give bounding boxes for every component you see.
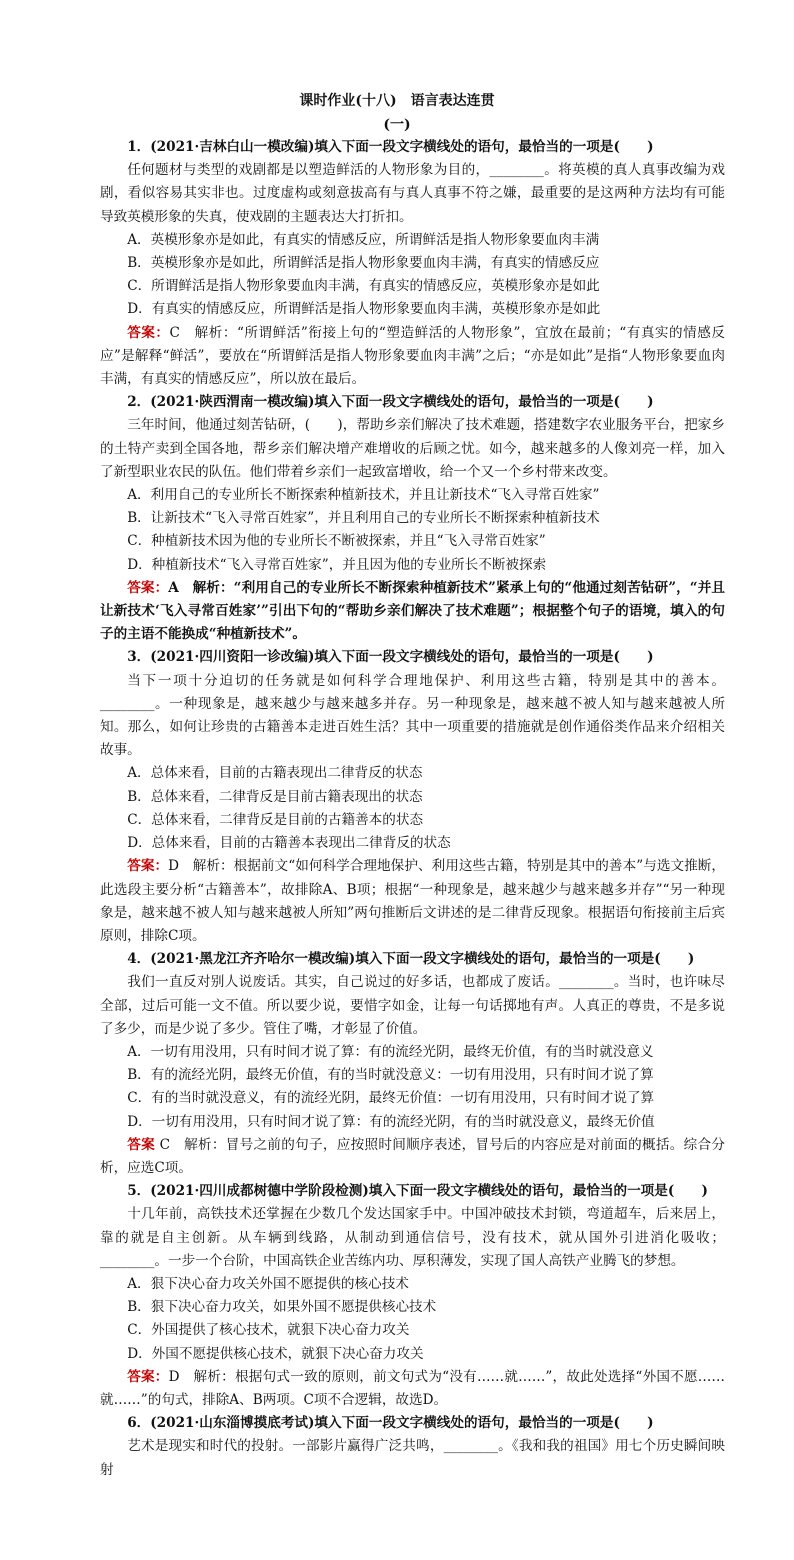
answer-body: C 解析：冒号之前的句子，应按照时间顺序表述，冒号后的内容应是对前面的概括。综合分析，应选C项。 bbox=[100, 1136, 726, 1176]
answer-label: 答案： bbox=[127, 858, 169, 875]
question-passage: 十几年前，高铁技术还掌握在少数几个发达国家手中。中国冲破技术封锁，弯道超车，后来居上，靠的就是自主创新。从车辆到线路，从制动到通信信号，没有技术，就从国外引进消化吸收；________。一步一个台阶，中国高铁企业苦练内功、厚积薄发，实现了国人高铁产业腾飞的梦想。 bbox=[100, 1206, 725, 1269]
answer-label: 答案： bbox=[127, 324, 170, 341]
question-block bbox=[100, 391, 725, 646]
questions-container bbox=[100, 136, 725, 1482]
answer-body: D 解析：根据句式一致的原则，前文句式为“没有……就……”，故此处选择“外国不愿……就……”的句式，排除A、B两项。C项不合逻辑，故选D。 bbox=[100, 1368, 725, 1408]
question-stem: 4．(2021·黑龙江齐齐哈尔一模改编)填入下面一段文字横线处的语句，最恰当的一项是( ) bbox=[127, 951, 695, 968]
question-stem: 6．(2021·山东淄博摸底考试)填入下面一段文字横线处的语句，最恰当的一项是( ) bbox=[127, 1415, 654, 1432]
question-stem: 2．(2021·陕西渭南一模改编)填入下面一段文字横线处的语句，最恰当的一项是( ) bbox=[127, 394, 654, 411]
question-passage: 三年时间，他通过刻苦钻研，( )，帮助乡亲们解决了技术难题，搭建数字农业服务平台，把家乡的土特产卖到全国各地，帮乡亲们解决增产难增收的后顾之忧。如今，越来越多的人像刘亮一样，加入了新型职业农民的队伍。他们带着乡亲们一起致富增收，给一个又一个乡村带来改变。 bbox=[100, 417, 725, 480]
question-block bbox=[100, 1412, 725, 1482]
question-stem: 5．(2021·四川成都树德中学阶段检测)填入下面一段文字横线处的语句，最恰当的一项是( ) bbox=[127, 1183, 708, 1200]
answer-explanation bbox=[100, 855, 725, 948]
option-a: A．英模形象亦是如此，有真实的情感反应，所谓鲜活是指人物形象要血肉丰满 bbox=[127, 231, 600, 248]
answer-explanation bbox=[100, 1134, 725, 1180]
option-b: B．英模形象亦是如此，所谓鲜活是指人物形象要血肉丰满，有真实的情感反应 bbox=[127, 255, 600, 272]
answer-label: 答案 bbox=[127, 1136, 155, 1153]
answer-explanation bbox=[100, 322, 725, 392]
answer-label: 答案： bbox=[127, 1368, 169, 1385]
option-c: C．总体来看，二律背反是目前的古籍善本的状态 bbox=[127, 811, 424, 828]
answer-body: D 解析：根据前文“如何科学合理地保护、利用这些古籍，特别是其中的善本”与选文推断，此选段主要分析“古籍善本”，故排除A、B项；根据“一种现象是，越来越少与越来越多并存”“另一种现象是，越来越不被人知与越来越被人所知”两句推断后文讲述的是二律背反现象。根据语句衔接前主后宾原则，排除C项。 bbox=[100, 858, 726, 944]
option-d: D．有真实的情感反应，所谓鲜活是指人物形象要血肉丰满，英模形象亦是如此 bbox=[127, 301, 601, 318]
question-block bbox=[100, 1180, 725, 1412]
question-block bbox=[100, 136, 725, 391]
question-block bbox=[100, 948, 725, 1180]
option-d: D．一切有用没用，只有时间才说了算：有的流经光阴，有的当时就没意义，最终无价值 bbox=[127, 1113, 655, 1130]
option-c: C．种植新技术因为他的专业所长不断被探索，并且“飞入寻常百姓家” bbox=[127, 533, 546, 550]
option-b: B．让新技术“飞入寻常百姓家”，并且利用自己的专业所长不断探索种植新技术 bbox=[127, 510, 600, 527]
option-c: C．有的当时就没意义，有的流经光阴，最终无价值：一切有用没用，只有时间才说了算 bbox=[127, 1090, 655, 1107]
answer-body: C 解析：“所谓鲜活”衔接上句的“塑造鲜活的人物形象”，宜放在最前；“有真实的情感反应”是解释“鲜活”，要放在“所谓鲜活是指人物形象要血肉丰满”之后；“亦是如此”是指“人物形象要血肉丰满，有真实的情感反应”，所以放在最后。 bbox=[100, 324, 725, 388]
document-title: 课时作业(十八) 语言表达连贯 bbox=[299, 93, 495, 109]
question-stem: 1．(2021·吉林白山一模改编)填入下面一段文字横线处的语句，最恰当的一项是( ) bbox=[127, 139, 654, 155]
question-passage: 当下一项十分迫切的任务就是如何科学合理地保护、利用这些古籍，特别是其中的善本。________。一种现象是，越来越少与越来越多并存。另一种现象是，越来越不被人知与越来越被人所知。那么，如何让珍贵的古籍善本走进百姓生活？其中一项重要的措施就是创作通俗类作品来介绍相关故事。 bbox=[100, 672, 725, 759]
option-a: A．狠下决心奋力攻关外国不愿提供的核心技术 bbox=[127, 1275, 409, 1292]
option-a: A．一切有用没用，只有时间才说了算：有的流经光阴，最终无价值，有的当时就没意义 bbox=[127, 1043, 654, 1060]
answer-body: A 解析：“利用自己的专业所长不断探索种植新技术”紧承上句的“他通过刻苦钻研”，“并且让新技术‘飞入寻常百姓家’”引出下句的“帮助乡亲们解决了技术难题”；根据整个句子的语境，填入的句子的主语不能换成“种植新技术”。 bbox=[100, 579, 726, 643]
option-a: A．总体来看，目前的古籍表现出二律背反的状态 bbox=[127, 765, 423, 782]
option-b: B．总体来看，二律背反是目前古籍表现出的状态 bbox=[127, 788, 423, 805]
question-passage: 任何题材与类型的戏剧都是以塑造鲜活的人物形象为目的，________。将英模的真人真事改编为戏剧，看似容易其实非也。过度虚构或刻意拔高有与真人真事不符之嫌，最重要的是这两种方法均有可能导致英模形象的失真，使戏剧的主题表达大打折扣。 bbox=[100, 162, 725, 225]
option-b: B．有的流经光阴，最终无价值，有的当时就没意义：一切有用没用，只有时间才说了算 bbox=[127, 1067, 654, 1084]
document-subtitle: (一) bbox=[383, 117, 411, 133]
answer-explanation bbox=[100, 577, 725, 647]
option-c: C．外国提供了核心技术，就狠下决心奋力攻关 bbox=[127, 1322, 410, 1339]
answer-explanation bbox=[100, 1366, 725, 1412]
question-block bbox=[100, 646, 725, 948]
option-c: C．所谓鲜活是指人物形象要血肉丰满，有真实的情感反应，英模形象亦是如此 bbox=[127, 278, 600, 295]
question-passage: 我们一直反对别人说废话。其实，自己说过的好多话，也都成了废话。________。当时，也许味尽全部，过后可能一文不值。所以要少说，要惜字如金，让每一句话掷地有声。人真正的尊贵，不是多说了多少，而是少说了多少。管住了嘴，才彰显了价值。 bbox=[100, 974, 725, 1037]
question-passage: 艺术是现实和时代的投射。一部影片赢得广泛共鸣，________。《我和我的祖国》用七个历史瞬间映射 bbox=[100, 1438, 725, 1478]
option-d: D．总体来看，目前的古籍善本表现出二律背反的状态 bbox=[127, 835, 451, 852]
option-d: D．外国不愿提供核心技术，就狠下决心奋力攻关 bbox=[127, 1345, 424, 1362]
option-b: B．狠下决心奋力攻关，如果外国不愿提供核心技术 bbox=[127, 1299, 437, 1316]
answer-label: 答案： bbox=[127, 579, 169, 596]
option-d: D．种植新技术“飞入寻常百姓家”，并且因为他的专业所长不断被探索 bbox=[127, 556, 547, 573]
question-stem: 3．(2021·四川资阳一诊改编)填入下面一段文字横线处的语句，最恰当的一项是( ) bbox=[127, 649, 654, 666]
option-a: A．利用自己的专业所长不断探索种植新技术，并且让新技术“飞入寻常百姓家” bbox=[127, 487, 600, 504]
